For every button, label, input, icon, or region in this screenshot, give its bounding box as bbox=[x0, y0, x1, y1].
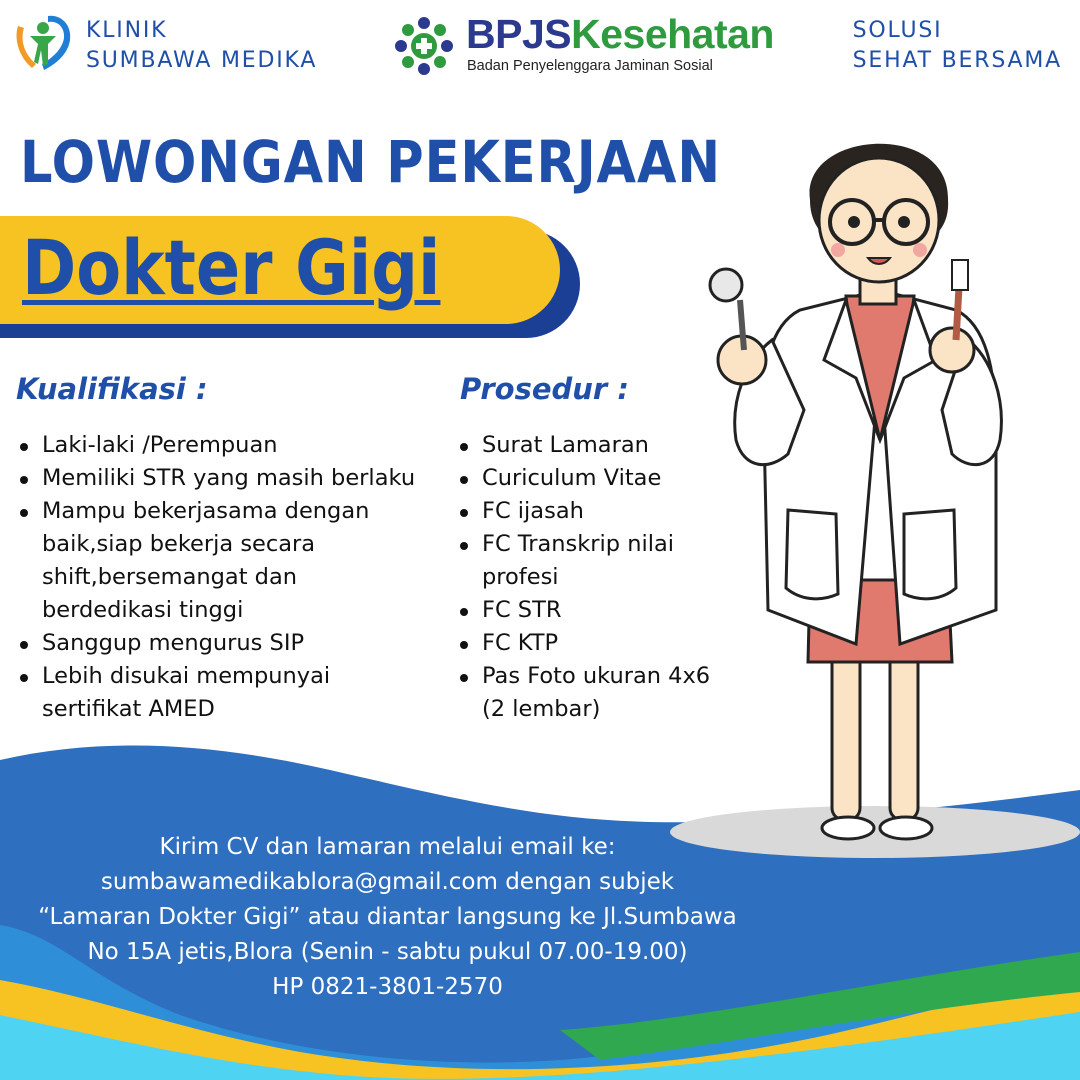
list-item: Laki-laki /Perempuan bbox=[18, 429, 438, 462]
list-item: Mampu bekerjasama dengan baik,siap bekerja secara shift,bersemangat dan berdedikasi tinggi bbox=[18, 495, 413, 627]
clinic-name bbox=[86, 16, 317, 76]
procedure-title: Prosedur : bbox=[460, 372, 629, 406]
qualifications-title: Kualifikasi : bbox=[16, 372, 208, 406]
bpjs-logo-icon bbox=[392, 14, 456, 78]
list-item: Memiliki STR yang masih berlaku bbox=[18, 462, 438, 495]
bpjs-subtitle: Badan Penyelenggara Jaminan Sosial bbox=[467, 58, 713, 74]
qualifications-list bbox=[18, 429, 438, 726]
clinic-logo-icon bbox=[10, 8, 76, 74]
tagline-line1: SOLUSI bbox=[852, 18, 943, 43]
contact-address-line: No 15A jetis,Blora (Senin - sabtu pukul 07.00-19.00) bbox=[87, 939, 688, 965]
contact-email-line: sumbawamedikablora@gmail.com dengan subjek bbox=[100, 869, 675, 895]
headline: LOWONGAN PEKERJAAN bbox=[20, 128, 721, 196]
dentist-illustration bbox=[660, 110, 1080, 870]
clinic-name-line1: KLINIK bbox=[86, 18, 168, 43]
contact-line1: Kirim CV dan lamaran melalui email ke: bbox=[159, 834, 616, 860]
contact-line3: “Lamaran Dokter Gigi” atau diantar langsung ke Jl.Sumbawa bbox=[38, 904, 737, 930]
bpjs-wordmark bbox=[466, 10, 774, 58]
list-item: Lebih disukai mempunyai sertifikat AMED bbox=[18, 660, 368, 726]
list-item: Pas Foto ukuran 4x6 (2 lembar) bbox=[458, 660, 728, 726]
tagline-line2: SEHAT BERSAMA bbox=[852, 48, 1062, 73]
list-item: Sanggup mengurus SIP bbox=[18, 627, 438, 660]
clinic-name-line2: SUMBAWA MEDIKA bbox=[86, 48, 318, 73]
list-item: FC ijasah bbox=[458, 495, 728, 528]
list-item: FC STR bbox=[458, 594, 728, 627]
list-item: Curiculum Vitae bbox=[458, 462, 728, 495]
list-item: FC KTP bbox=[458, 627, 728, 660]
tagline bbox=[853, 16, 1062, 76]
contact-phone: HP 0821-3801-2570 bbox=[272, 974, 503, 1000]
job-title: Dokter Gigi bbox=[22, 223, 441, 312]
contact-info bbox=[0, 830, 775, 1005]
list-item: Surat Lamaran bbox=[458, 429, 728, 462]
kesehatan-word: Kesehatan bbox=[571, 11, 774, 57]
bpjs-word: BPJS bbox=[466, 11, 572, 57]
list-item: FC Transkrip nilai profesi bbox=[458, 528, 708, 594]
